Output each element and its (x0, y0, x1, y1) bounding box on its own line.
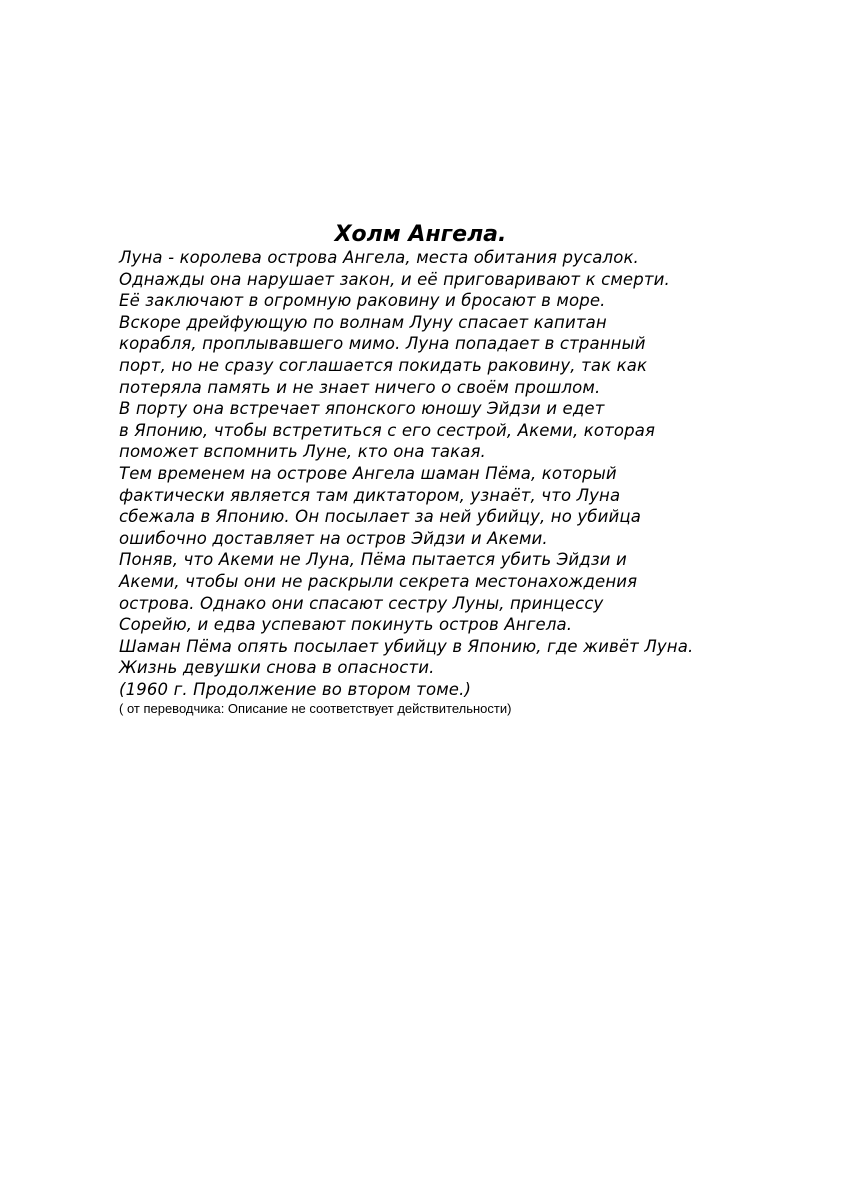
text-line: Вскоре дрейфующую по волнам Луну спасает капитан (119, 312, 607, 332)
text-line: Сорейю, и едва успевают покинуть остров Ангела. (119, 615, 573, 635)
text-line: Луна - королева острова Ангела, места обитания русалок. (119, 248, 639, 267)
text-line: корабля, проплывавшего мимо. Луна попадает в странный (119, 334, 646, 354)
page-title: Холм Ангела. (334, 222, 507, 247)
text-line: фактически является там диктатором, узнаёт, что Луна (119, 485, 621, 505)
text-line: Тем временем на острове Ангела шаман Пёма, который (119, 463, 617, 483)
text-line: поможет вспомнить Луне, кто она такая. (119, 442, 486, 462)
text-line: порт, но не сразу соглашается покидать раковину, так как (119, 355, 648, 375)
text-line: ошибочно доставляет на остров Эйдзи и Акеми. (119, 528, 548, 548)
text-line: сбежала в Японию. Он посылает за ней убийцу, но убийца (119, 507, 642, 527)
translator-note: ( от переводчика: Описание не соответствует действительности) (119, 701, 512, 716)
text-line: Поняв, что Акеми не Луна, Пёма пытается убить Эйдзи и (119, 550, 627, 570)
text-line: Акеми, чтобы они не раскрыли секрета местонахождения (119, 571, 638, 591)
text-line: острова. Однако они спасают сестру Луны, принцессу (119, 593, 604, 613)
text-line: В порту она встречает японского юношу Эйдзи и едет (119, 399, 605, 419)
text-line: Жизнь девушки снова в опасности. (119, 658, 435, 678)
text-line: Шаман Пёма опять посылает убийцу в Японию, где живёт Луна. (119, 636, 694, 656)
synopsis-text (119, 247, 759, 700)
text-line: потеряла память и не знает ничего о своём прошлом. (119, 377, 601, 397)
text-line: в Японию, чтобы встретиться с его сестрой, Акеми, которая (119, 420, 656, 440)
text-line: Её заключают в огромную раковину и бросают в море. (119, 291, 606, 311)
text-line: Однажды она нарушает закон, и её приговаривают к смерти. (119, 269, 670, 289)
text-line: (1960 г. Продолжение во втором томе.) (119, 679, 472, 699)
